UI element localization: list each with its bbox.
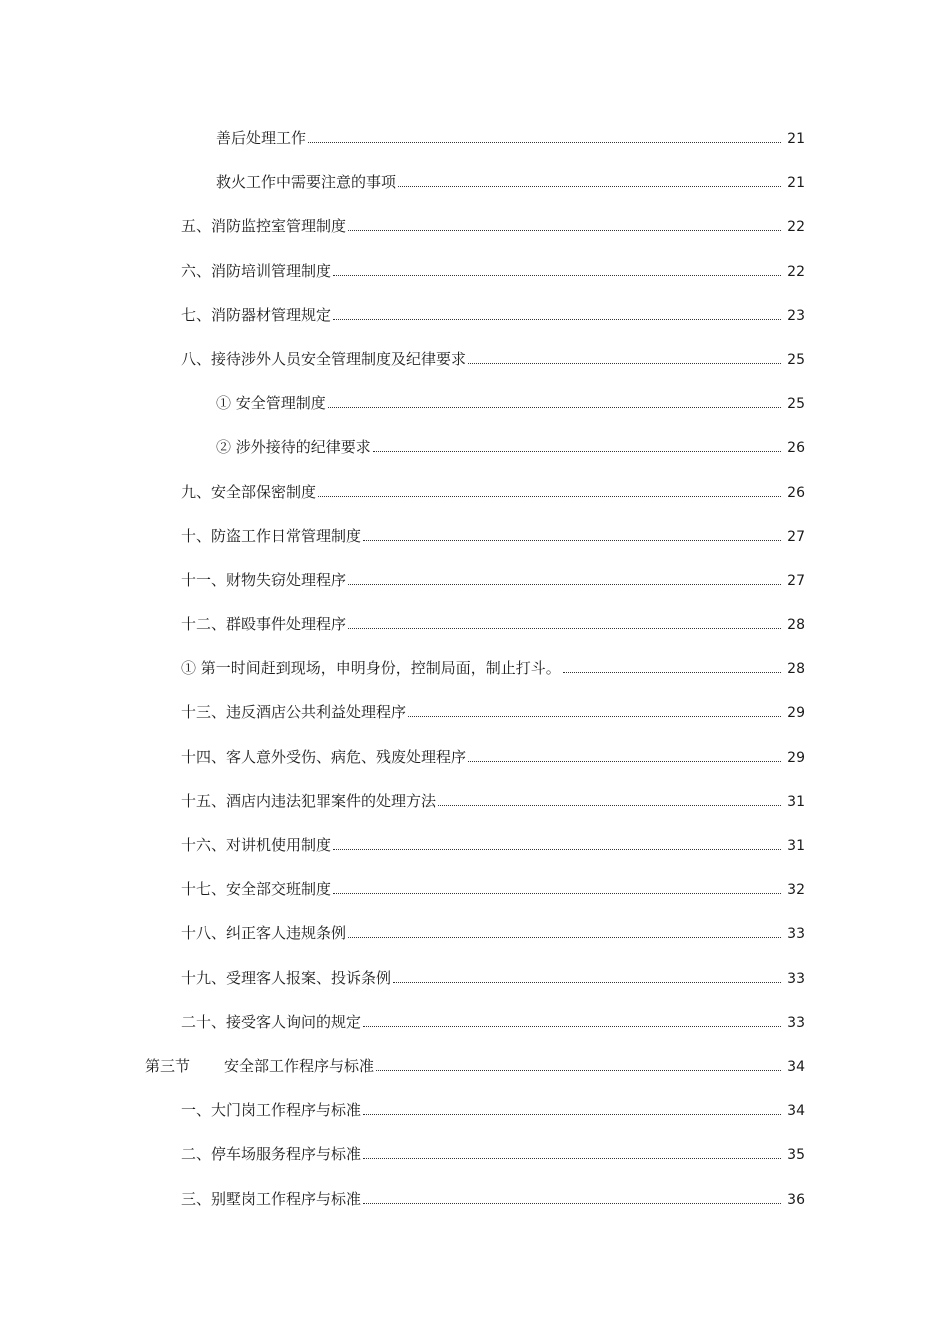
toc-page-number: 27 — [787, 528, 805, 545]
toc-leader-dots — [363, 1026, 781, 1027]
toc-entry-title: 善后处理工作 — [216, 129, 307, 147]
toc-entry[interactable] — [0, 962, 950, 1006]
toc-entry-title: 一、大门岗工作程序与标准 — [181, 1101, 362, 1120]
toc-page-number: 33 — [787, 1014, 805, 1031]
toc-section-entry[interactable] — [0, 1050, 950, 1094]
toc-entry-title: 八、接待涉外人员安全管理制度及纪律要求 — [181, 349, 467, 368]
toc-entry[interactable] — [0, 785, 950, 829]
toc-entry[interactable] — [0, 1138, 950, 1182]
toc-page-number: 35 — [787, 1147, 805, 1164]
toc-entry[interactable] — [0, 741, 950, 785]
toc-entry[interactable] — [0, 122, 950, 166]
toc-entry-title: 三、别墅岗工作程序与标准 — [181, 1189, 362, 1208]
toc-page-number: 23 — [787, 307, 805, 324]
toc-entry[interactable] — [0, 431, 950, 475]
toc-entry-title: 二十、接受客人询问的规定 — [181, 1012, 362, 1031]
toc-leader-dots — [563, 672, 781, 673]
toc-leader-dots — [333, 849, 781, 850]
toc-entry[interactable] — [0, 476, 950, 520]
toc-entry-title: 十八、纠正客人违规条例 — [181, 924, 347, 943]
toc-leader-dots — [376, 1070, 781, 1071]
toc-entry[interactable] — [0, 917, 950, 961]
toc-page-number: 27 — [787, 572, 805, 589]
toc-entry[interactable] — [0, 210, 950, 254]
toc-page-number: 25 — [787, 396, 805, 413]
toc-page-number: 36 — [787, 1191, 805, 1208]
toc-leader-dots — [398, 186, 781, 187]
toc-page-number: 34 — [787, 1103, 805, 1120]
toc-leader-dots — [363, 1114, 781, 1115]
toc-leader-dots — [328, 407, 781, 408]
toc-leader-dots — [318, 496, 781, 497]
toc-section-number: 第三节 — [145, 1056, 191, 1075]
toc-entry[interactable] — [0, 387, 950, 431]
toc-page-number: 21 — [787, 131, 805, 147]
toc-leader-dots — [348, 584, 781, 585]
toc-entry-title: 二、停车场服务程序与标准 — [181, 1145, 362, 1164]
toc-page-number: 33 — [787, 926, 805, 943]
toc-page-number: 28 — [787, 617, 805, 634]
toc-entry-title: 十五、酒店内违法犯罪案件的处理方法 — [181, 791, 437, 810]
toc-page-number: 32 — [787, 882, 805, 899]
toc-entry-title: ① 第一时间赶到现场，申明身份，控制局面，制止打斗。 — [181, 659, 561, 678]
toc-leader-dots — [348, 937, 781, 938]
toc-leader-dots — [348, 230, 781, 231]
toc-page-number: 29 — [787, 705, 805, 722]
toc-leader-dots — [468, 761, 781, 762]
toc-entry-title: 十、防盗工作日常管理制度 — [181, 526, 362, 545]
toc-leader-dots — [408, 716, 781, 717]
toc-entry-title: 十二、群殴事件处理程序 — [181, 615, 347, 634]
toc-page-number: 22 — [787, 263, 805, 280]
toc-entry[interactable] — [0, 608, 950, 652]
toc-section-title: 安全部工作程序与标准 — [224, 1056, 375, 1075]
toc-leader-dots — [348, 628, 781, 629]
toc-leader-dots — [308, 142, 781, 143]
toc-leader-dots — [363, 540, 781, 541]
toc-page-number: 26 — [787, 440, 805, 457]
toc-entry-title: 五、消防监控室管理制度 — [181, 217, 347, 236]
toc-entry-title: 九、安全部保密制度 — [181, 482, 317, 501]
toc-entry-title: ② 涉外接待的纪律要求 — [216, 438, 371, 457]
toc-entry[interactable] — [0, 1183, 950, 1227]
toc-page-number: 31 — [787, 838, 805, 854]
toc-section-label — [145, 1056, 374, 1076]
toc-page-number: 28 — [787, 661, 805, 678]
toc-entry[interactable] — [0, 873, 950, 917]
toc-page-number: 22 — [787, 219, 805, 236]
table-of-contents — [0, 122, 950, 1227]
toc-entry-title: 救火工作中需要注意的事项 — [216, 173, 397, 192]
toc-entry-title: ① 安全管理制度 — [216, 394, 326, 413]
toc-page-number: 25 — [787, 351, 805, 368]
toc-entry[interactable] — [0, 1006, 950, 1050]
toc-leader-dots — [333, 893, 781, 894]
toc-page-number: 21 — [787, 175, 805, 192]
toc-entry[interactable] — [0, 829, 950, 873]
toc-leader-dots — [468, 363, 781, 364]
toc-entry[interactable] — [0, 696, 950, 740]
toc-leader-dots — [438, 805, 781, 806]
toc-leader-dots — [373, 451, 781, 452]
toc-entry[interactable] — [0, 166, 950, 210]
toc-leader-dots — [363, 1158, 781, 1159]
toc-page-number: 29 — [787, 749, 805, 766]
toc-page-number: 26 — [787, 484, 805, 501]
toc-entry-title: 七、消防器材管理规定 — [181, 305, 332, 324]
toc-page-number: 31 — [787, 793, 805, 810]
toc-entry[interactable] — [0, 520, 950, 564]
toc-leader-dots — [363, 1203, 781, 1204]
toc-entry[interactable] — [0, 299, 950, 343]
toc-page-number: 33 — [787, 970, 805, 987]
toc-entry-title: 十一、财物失窃处理程序 — [181, 570, 347, 589]
toc-entry[interactable] — [0, 564, 950, 608]
toc-entry-title: 十三、违反酒店公共利益处理程序 — [181, 703, 407, 722]
toc-entry[interactable] — [0, 1094, 950, 1138]
toc-entry-title: 十七、安全部交班制度 — [181, 880, 332, 899]
toc-leader-dots — [333, 319, 781, 320]
toc-entry-title: 十四、客人意外受伤、病危、残废处理程序 — [181, 747, 467, 766]
toc-entry[interactable] — [0, 343, 950, 387]
toc-leader-dots — [333, 275, 781, 276]
toc-entry[interactable] — [0, 652, 950, 696]
toc-entry-title: 六、消防培训管理制度 — [181, 261, 332, 280]
toc-page-number: 34 — [787, 1058, 805, 1075]
toc-entry[interactable] — [0, 255, 950, 299]
toc-entry-title: 十九、受理客人报案、投诉条例 — [181, 968, 392, 987]
toc-entry-title: 十六、对讲机使用制度 — [181, 836, 332, 854]
toc-leader-dots — [393, 982, 781, 983]
